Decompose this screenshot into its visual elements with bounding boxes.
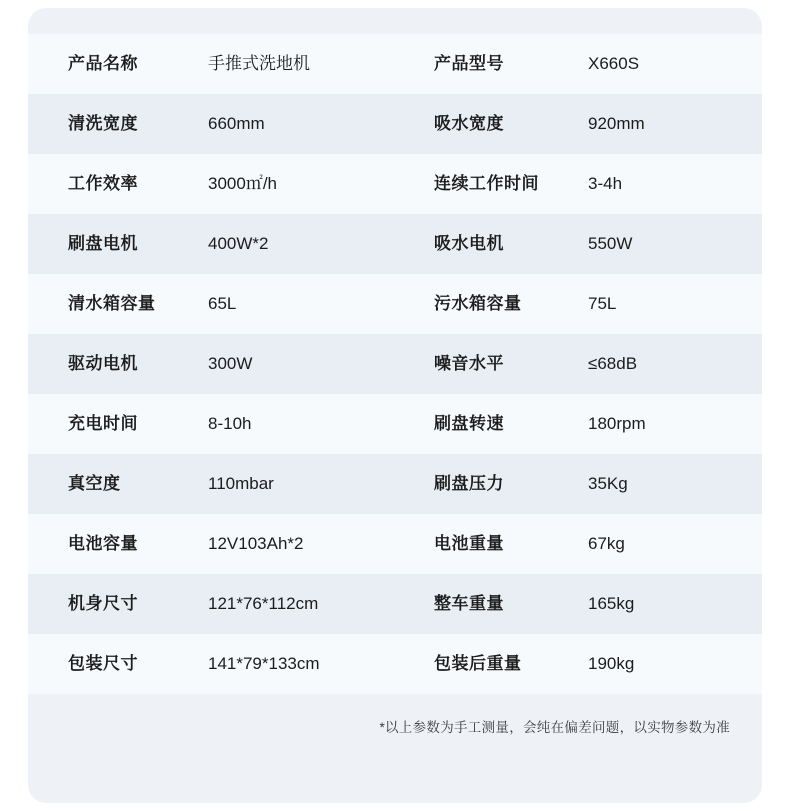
spec-label: 电池重量	[434, 514, 584, 574]
spec-label: 污水箱容量	[434, 274, 584, 334]
spec-label: 刷盘转速	[434, 394, 584, 454]
spec-value: 67kg	[584, 514, 762, 574]
table-row	[28, 454, 762, 514]
spec-value: 300W	[204, 334, 434, 394]
spec-label: 清水箱容量	[28, 274, 204, 334]
table-row	[28, 94, 762, 154]
spec-label: 充电时间	[28, 394, 204, 454]
table-row	[28, 154, 762, 214]
spec-table-body	[28, 34, 762, 694]
spec-value: 190kg	[584, 634, 762, 694]
spec-value: 121*76*112cm	[204, 574, 434, 634]
spec-value: 75L	[584, 274, 762, 334]
spec-value: 3000㎡/h	[204, 154, 434, 214]
spec-value: 110mbar	[204, 454, 434, 514]
spec-value: 400W*2	[204, 214, 434, 274]
spec-value: 12V103Ah*2	[204, 514, 434, 574]
spec-label: 机身尺寸	[28, 574, 204, 634]
spec-value: 920mm	[584, 94, 762, 154]
spec-label: 刷盘压力	[434, 454, 584, 514]
spec-value: 141*79*133cm	[204, 634, 434, 694]
spec-value: 手推式洗地机	[204, 34, 434, 94]
spec-label: 驱动电机	[28, 334, 204, 394]
table-row	[28, 514, 762, 574]
table-row	[28, 34, 762, 94]
spec-value: 180rpm	[584, 394, 762, 454]
spec-value: 8-10h	[204, 394, 434, 454]
spec-label: 产品型号	[434, 34, 584, 94]
measurement-disclaimer: *以上参数为手工测量，会纯在偏差问题，以实物参数为准	[379, 720, 730, 735]
spec-value: X660S	[584, 34, 762, 94]
spec-label: 包装尺寸	[28, 634, 204, 694]
spec-label: 包装后重量	[434, 634, 584, 694]
spec-label: 工作效率	[28, 154, 204, 214]
table-row	[28, 274, 762, 334]
spec-value: 550W	[584, 214, 762, 274]
spec-label: 整车重量	[434, 574, 584, 634]
spec-value: 660mm	[204, 94, 434, 154]
spec-label: 清洗宽度	[28, 94, 204, 154]
spec-label: 真空度	[28, 454, 204, 514]
table-row	[28, 214, 762, 274]
spec-label: 吸水宽度	[434, 94, 584, 154]
spec-label: 连续工作时间	[434, 154, 584, 214]
spec-value: 3-4h	[584, 154, 762, 214]
specification-table	[28, 34, 762, 694]
spec-value: 35Kg	[584, 454, 762, 514]
spec-label: 电池容量	[28, 514, 204, 574]
spec-label: 吸水电机	[434, 214, 584, 274]
spec-value: 65L	[204, 274, 434, 334]
table-row	[28, 574, 762, 634]
spec-panel	[28, 8, 762, 803]
spec-label: 噪音水平	[434, 334, 584, 394]
table-row	[28, 394, 762, 454]
table-row	[28, 634, 762, 694]
spec-label: 产品名称	[28, 34, 204, 94]
spec-label: 刷盘电机	[28, 214, 204, 274]
spec-value: ≤68dB	[584, 334, 762, 394]
spec-value: 165kg	[584, 574, 762, 634]
table-row	[28, 334, 762, 394]
